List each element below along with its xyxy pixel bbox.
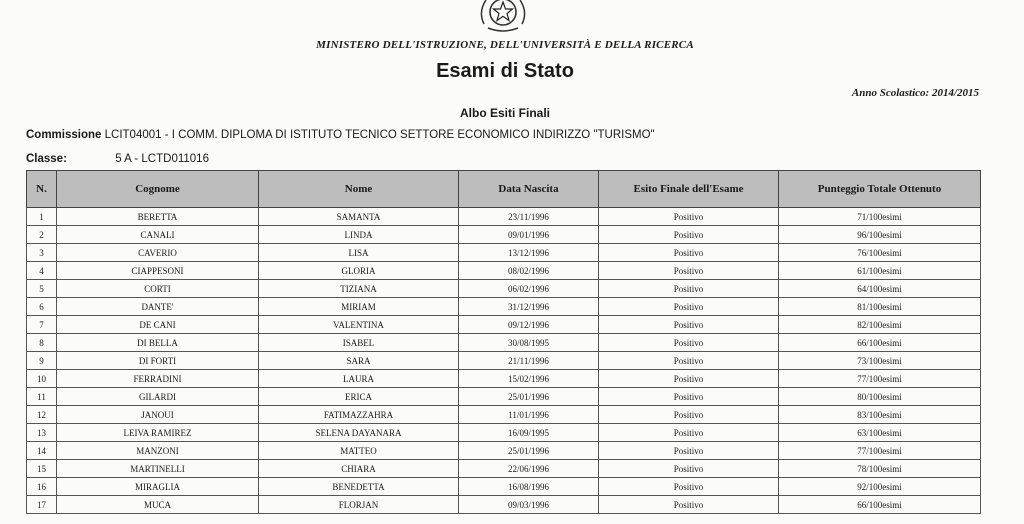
class-value: 5 A - LCTD011016 [115, 153, 209, 165]
table-row [27, 424, 981, 442]
row-birthdate: 09/03/1996 [459, 496, 599, 514]
row-number: 15 [27, 460, 57, 478]
row-birthdate: 30/08/1995 [459, 334, 599, 352]
row-score: 71/100esimi [779, 208, 981, 226]
row-score: 92/100esimi [779, 478, 981, 496]
row-number: 4 [27, 262, 57, 280]
table-row [27, 478, 981, 496]
row-number: 16 [27, 478, 57, 496]
row-score: 83/100esimi [779, 406, 981, 424]
row-surname: MUCA [57, 496, 259, 514]
row-name: ERICA [259, 388, 459, 406]
table-row [27, 352, 981, 370]
row-name: VALENTINA [259, 316, 459, 334]
table-row [27, 298, 981, 316]
row-number: 1 [27, 208, 57, 226]
row-birthdate: 16/09/1995 [459, 424, 599, 442]
row-surname: FERRADINI [57, 370, 259, 388]
row-birthdate: 13/12/1996 [459, 244, 599, 262]
row-number: 13 [27, 424, 57, 442]
table-row [27, 316, 981, 334]
row-name: BENEDETTA [259, 478, 459, 496]
row-score: 66/100esimi [779, 334, 981, 352]
col-number-header: N. [27, 171, 57, 208]
row-birthdate: 08/02/1996 [459, 262, 599, 280]
row-name: SARA [259, 352, 459, 370]
table-row [27, 262, 981, 280]
row-name: MATTEO [259, 442, 459, 460]
row-birthdate: 11/01/1996 [459, 406, 599, 424]
row-name: GLORIA [259, 262, 459, 280]
row-number: 3 [27, 244, 57, 262]
row-score: 76/100esimi [779, 244, 981, 262]
row-name: LINDA [259, 226, 459, 244]
row-score: 96/100esimi [779, 226, 981, 244]
row-outcome: Positivo [599, 244, 779, 262]
row-birthdate: 09/01/1996 [459, 226, 599, 244]
row-outcome: Positivo [599, 424, 779, 442]
row-outcome: Positivo [599, 388, 779, 406]
table-row [27, 496, 981, 514]
row-birthdate: 25/01/1996 [459, 442, 599, 460]
row-surname: JANOUI [57, 406, 259, 424]
row-score: 64/100esimi [779, 280, 981, 298]
table-row [27, 334, 981, 352]
col-surname-header: Cognome [57, 171, 259, 208]
table-row [27, 280, 981, 298]
row-birthdate: 25/01/1996 [459, 388, 599, 406]
row-outcome: Positivo [599, 496, 779, 514]
table-row [27, 406, 981, 424]
row-surname: LEIVA RAMIREZ [57, 424, 259, 442]
row-surname: GILARDI [57, 388, 259, 406]
row-score: 80/100esimi [779, 388, 981, 406]
row-surname: DANTE' [57, 298, 259, 316]
row-number: 14 [27, 442, 57, 460]
row-outcome: Positivo [599, 352, 779, 370]
table-row [27, 244, 981, 262]
row-score: 82/100esimi [779, 316, 981, 334]
school-year: Anno Scolastico: 2014/2015 [851, 87, 979, 99]
commission-label: Commissione [26, 129, 102, 141]
row-surname: BERETTA [57, 208, 259, 226]
row-birthdate: 21/11/1996 [459, 352, 599, 370]
row-outcome: Positivo [599, 460, 779, 478]
row-number: 9 [27, 352, 57, 370]
row-score: 66/100esimi [779, 496, 981, 514]
row-outcome: Positivo [599, 406, 779, 424]
page-title: Esami di Stato [436, 60, 574, 82]
table-header-row [27, 171, 981, 208]
row-birthdate: 31/12/1996 [459, 298, 599, 316]
row-number: 8 [27, 334, 57, 352]
row-outcome: Positivo [599, 478, 779, 496]
republic-emblem-icon [474, 0, 532, 36]
row-name: FATIMAZZAHRA [259, 406, 459, 424]
row-surname: DI FORTI [57, 352, 259, 370]
row-outcome: Positivo [599, 442, 779, 460]
row-name: LISA [259, 244, 459, 262]
row-surname: MARTINELLI [57, 460, 259, 478]
row-name: SELENA DAYANARA [259, 424, 459, 442]
row-birthdate: 22/06/1996 [459, 460, 599, 478]
row-birthdate: 06/02/1996 [459, 280, 599, 298]
row-outcome: Positivo [599, 262, 779, 280]
row-birthdate: 15/02/1996 [459, 370, 599, 388]
row-name: CHIARA [259, 460, 459, 478]
table-row [27, 370, 981, 388]
row-surname: MIRAGLIA [57, 478, 259, 496]
row-score: 73/100esimi [779, 352, 981, 370]
row-number: 10 [27, 370, 57, 388]
row-number: 2 [27, 226, 57, 244]
row-score: 77/100esimi [779, 442, 981, 460]
col-birthdate-header: Data Nascita [459, 171, 599, 208]
row-surname: CANALI [57, 226, 259, 244]
row-outcome: Positivo [599, 208, 779, 226]
row-score: 63/100esimi [779, 424, 981, 442]
row-surname: CAVERIO [57, 244, 259, 262]
row-name: ISABEL [259, 334, 459, 352]
row-number: 12 [27, 406, 57, 424]
results-table [26, 170, 981, 514]
row-surname: DI BELLA [57, 334, 259, 352]
table-row [27, 226, 981, 244]
row-surname: DE CANI [57, 316, 259, 334]
row-name: SAMANTA [259, 208, 459, 226]
row-birthdate: 09/12/1996 [459, 316, 599, 334]
col-outcome-header: Esito Finale dell'Esame [599, 171, 779, 208]
row-number: 6 [27, 298, 57, 316]
row-score: 77/100esimi [779, 370, 981, 388]
col-score-header: Punteggio Totale Ottenuto [779, 171, 981, 208]
row-birthdate: 23/11/1996 [459, 208, 599, 226]
row-number: 7 [27, 316, 57, 334]
class-line [26, 153, 209, 165]
albo-title: Albo Esiti Finali [459, 106, 550, 120]
row-score: 81/100esimi [779, 298, 981, 316]
row-outcome: Positivo [599, 334, 779, 352]
col-name-header: Nome [259, 171, 459, 208]
row-name: FLORJAN [259, 496, 459, 514]
class-label: Classe: [26, 153, 67, 165]
ministry-heading: MINISTERO DELL'ISTRUZIONE, DELL'UNIVERSITÀ E DELLA RICERCA [316, 39, 694, 51]
row-name: TIZIANA [259, 280, 459, 298]
row-outcome: Positivo [599, 316, 779, 334]
commission-line [26, 129, 655, 141]
row-outcome: Positivo [599, 226, 779, 244]
row-number: 5 [27, 280, 57, 298]
table-row [27, 460, 981, 478]
row-score: 61/100esimi [779, 262, 981, 280]
row-outcome: Positivo [599, 370, 779, 388]
row-number: 11 [27, 388, 57, 406]
row-outcome: Positivo [599, 280, 779, 298]
table-row [27, 388, 981, 406]
table-row [27, 208, 981, 226]
row-birthdate: 16/08/1996 [459, 478, 599, 496]
row-outcome: Positivo [599, 298, 779, 316]
table-row [27, 442, 981, 460]
row-surname: CORTI [57, 280, 259, 298]
row-name: LAURA [259, 370, 459, 388]
row-surname: CIAPPESONI [57, 262, 259, 280]
row-score: 78/100esimi [779, 460, 981, 478]
row-surname: MANZONI [57, 442, 259, 460]
commission-value: LCIT04001 - I COMM. DIPLOMA DI ISTITUTO TECNICO SETTORE ECONOMICO INDIRIZZO "TURISMO" [104, 129, 655, 141]
row-name: MIRIAM [259, 298, 459, 316]
row-number: 17 [27, 496, 57, 514]
